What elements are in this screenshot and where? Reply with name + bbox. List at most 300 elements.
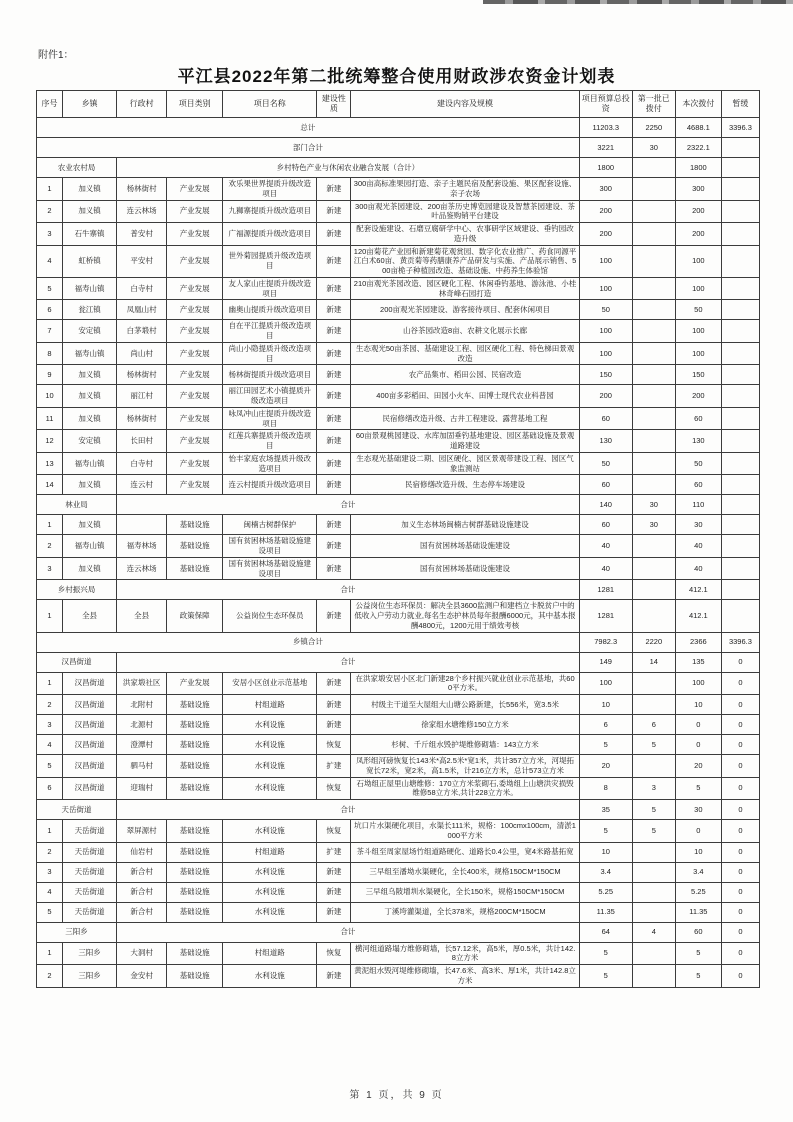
table-row xyxy=(37,715,760,735)
cell-town: 瓮江镇 xyxy=(63,300,117,320)
section-dept: 汉昌街道 xyxy=(37,652,117,672)
cell-village: 连云林场 xyxy=(117,200,167,223)
table-row xyxy=(37,902,760,922)
cell-town: 安定镇 xyxy=(63,320,117,343)
cell-deferred xyxy=(721,430,759,453)
cell-content: 三早组至潘坳水渠硬化，全长400米，规格150CM*150CM xyxy=(351,862,579,882)
cell-deferred: 0 xyxy=(721,902,759,922)
cell-seq: 3 xyxy=(37,862,63,882)
cell-nature: 新建 xyxy=(317,342,351,365)
cell-budget: 60 xyxy=(579,407,632,430)
cell-project: 广福源提质升级改造项目 xyxy=(223,223,317,246)
cell-town: 三阳乡 xyxy=(63,965,117,988)
cell-current: 11.35 xyxy=(675,902,721,922)
cell-budget: 1281 xyxy=(579,600,632,632)
table-row xyxy=(37,245,760,277)
cell-town: 福寿山镇 xyxy=(63,452,117,475)
cell-current: 300 xyxy=(675,178,721,201)
cell-deferred xyxy=(721,223,759,246)
cell-first-batch: 5 xyxy=(632,735,675,755)
cell-town: 三阳乡 xyxy=(63,942,117,965)
cell-project: 水利设施 xyxy=(223,902,317,922)
cell-content: 黄泥组水毁河堤维修砌墙，长47.6米、高3米、厚1米，共计142.8立方米 xyxy=(351,965,579,988)
total-row xyxy=(37,138,760,158)
cell-first-batch xyxy=(632,407,675,430)
cell-deferred: 0 xyxy=(721,695,759,715)
cell-project: 水利设施 xyxy=(223,882,317,902)
cell-village: 白寺村 xyxy=(117,277,167,300)
cell-budget: 3.4 xyxy=(579,862,632,882)
cell-project: 咏凤冲山庄提质升级改造项目 xyxy=(223,407,317,430)
cell-content: 生态观光基础建设二期、园区硬化、园区景观带建设工程、园区气象监测站 xyxy=(351,452,579,475)
cell-first-batch xyxy=(632,755,675,778)
cell-village: 丽江村 xyxy=(117,385,167,408)
cell-deferred xyxy=(721,495,759,515)
cell-current: 40 xyxy=(675,535,721,558)
cell-current: 5 xyxy=(675,777,721,800)
cell-current: 30 xyxy=(675,800,721,820)
cell-town: 福寿山镇 xyxy=(63,342,117,365)
cell-first-batch: 2220 xyxy=(632,632,675,652)
cell-first-batch: 4 xyxy=(632,922,675,942)
cell-budget: 100 xyxy=(579,245,632,277)
cell-current: 4688.1 xyxy=(675,118,721,138)
cell-nature: 新建 xyxy=(317,882,351,902)
header-row xyxy=(37,91,760,118)
cell-first-batch xyxy=(632,475,675,495)
section-label: 合计 xyxy=(117,922,580,942)
table-row xyxy=(37,430,760,453)
cell-budget: 50 xyxy=(579,452,632,475)
cell-current: 60 xyxy=(675,475,721,495)
cell-content: 60亩景观桃园建设、水库加固垂钓基地建设、园区基础设施及景观道路建设 xyxy=(351,430,579,453)
cell-deferred: 0 xyxy=(721,882,759,902)
cell-content: 民宿修缮改造升级、生态停车场建设 xyxy=(351,475,579,495)
cell-budget: 7982.3 xyxy=(579,632,632,652)
cell-current: 1800 xyxy=(675,158,721,178)
cell-category: 基础设施 xyxy=(167,882,223,902)
cell-project: 水利设施 xyxy=(223,777,317,800)
table-row xyxy=(37,320,760,343)
table-row xyxy=(37,862,760,882)
cell-nature: 新建 xyxy=(317,300,351,320)
cell-budget: 3221 xyxy=(579,138,632,158)
cell-town: 加义镇 xyxy=(63,178,117,201)
cell-first-batch: 30 xyxy=(632,495,675,515)
cell-first-batch: 6 xyxy=(632,715,675,735)
cell-first-batch xyxy=(632,942,675,965)
cell-project: 怡丰家庭农场提质升级改造项目 xyxy=(223,452,317,475)
cell-seq: 7 xyxy=(37,320,63,343)
cell-seq: 1 xyxy=(37,600,63,632)
cell-nature: 新建 xyxy=(317,430,351,453)
cell-deferred xyxy=(721,535,759,558)
cell-town: 天岳街道 xyxy=(63,820,117,843)
cell-budget: 100 xyxy=(579,342,632,365)
cell-budget: 140 xyxy=(579,495,632,515)
cell-content: 农产品集市、稻田公园、民宿改造 xyxy=(351,365,579,385)
cell-village: 平安村 xyxy=(117,245,167,277)
cell-deferred: 0 xyxy=(721,942,759,965)
cell-budget: 50 xyxy=(579,300,632,320)
cell-village: 大洞村 xyxy=(117,942,167,965)
cell-deferred xyxy=(721,385,759,408)
cell-seq: 5 xyxy=(37,755,63,778)
cell-budget: 20 xyxy=(579,755,632,778)
column-header-3: 项目类别 xyxy=(167,91,223,118)
cell-category: 产业发展 xyxy=(167,452,223,475)
cell-category: 产业发展 xyxy=(167,320,223,343)
cell-project: 水利设施 xyxy=(223,965,317,988)
section-row xyxy=(37,922,760,942)
cell-budget: 150 xyxy=(579,365,632,385)
cell-category: 产业发展 xyxy=(167,223,223,246)
cell-village: 普安村 xyxy=(117,223,167,246)
cell-first-batch: 2250 xyxy=(632,118,675,138)
cell-village: 连云村 xyxy=(117,475,167,495)
cell-category: 基础设施 xyxy=(167,820,223,843)
cell-project: 世外菊园提质升级改造项目 xyxy=(223,245,317,277)
cell-project: 幽奥山提质升级改造项目 xyxy=(223,300,317,320)
section-dept: 林业局 xyxy=(37,495,117,515)
cell-project: 村组道路 xyxy=(223,942,317,965)
cell-deferred xyxy=(721,407,759,430)
total-label: 部门合计 xyxy=(37,138,580,158)
cell-category: 基础设施 xyxy=(167,842,223,862)
cell-budget: 300 xyxy=(579,178,632,201)
cell-town: 加义镇 xyxy=(63,385,117,408)
cell-current: 50 xyxy=(675,300,721,320)
table-row xyxy=(37,223,760,246)
cell-deferred xyxy=(721,365,759,385)
cell-current: 0 xyxy=(675,820,721,843)
cell-current: 200 xyxy=(675,223,721,246)
cell-nature: 新建 xyxy=(317,672,351,695)
cell-category: 基础设施 xyxy=(167,777,223,800)
cell-town: 加义镇 xyxy=(63,200,117,223)
cell-current: 0 xyxy=(675,735,721,755)
cell-budget: 11203.3 xyxy=(579,118,632,138)
cell-seq: 1 xyxy=(37,515,63,535)
cell-current: 200 xyxy=(675,385,721,408)
cell-current: 110 xyxy=(675,495,721,515)
cell-current: 130 xyxy=(675,430,721,453)
cell-current: 135 xyxy=(675,652,721,672)
cell-village: 杨林街村 xyxy=(117,365,167,385)
cell-seq: 13 xyxy=(37,452,63,475)
cell-budget: 1281 xyxy=(579,580,632,600)
cell-current: 20 xyxy=(675,755,721,778)
cell-budget: 11.35 xyxy=(579,902,632,922)
cell-village: 尚山村 xyxy=(117,342,167,365)
cell-nature: 新建 xyxy=(317,600,351,632)
cell-deferred xyxy=(721,158,759,178)
cell-nature: 新建 xyxy=(317,902,351,922)
cell-current: 40 xyxy=(675,557,721,580)
cell-content: 丁溪垮灌渠道，全长378米，规格200CM*150CM xyxy=(351,902,579,922)
cell-first-batch xyxy=(632,158,675,178)
cell-content: 国有贫困林场基础设施建设 xyxy=(351,557,579,580)
table-row xyxy=(37,820,760,843)
cell-budget: 35 xyxy=(579,800,632,820)
cell-content: 在洪家塅安居小区北门新建28个乡村振兴就业创业示范基地，共600平方米。 xyxy=(351,672,579,695)
cell-budget: 200 xyxy=(579,223,632,246)
cell-current: 100 xyxy=(675,342,721,365)
cell-project: 闽楠古树群保护 xyxy=(223,515,317,535)
cell-seq: 1 xyxy=(37,178,63,201)
cell-village: 北附村 xyxy=(117,695,167,715)
cell-content: 徐家组水塘维修150立方米 xyxy=(351,715,579,735)
attachment-label: 附件1： xyxy=(38,50,74,61)
cell-town: 天岳街道 xyxy=(63,902,117,922)
cell-town: 天岳街道 xyxy=(63,882,117,902)
cell-project: 九狮寨提质升级改造项目 xyxy=(223,200,317,223)
cell-village: 福寿林场 xyxy=(117,535,167,558)
cell-nature: 新建 xyxy=(317,965,351,988)
cell-village: 翠屏源村 xyxy=(117,820,167,843)
section-dept: 乡村振兴局 xyxy=(37,580,117,600)
cell-seq: 2 xyxy=(37,200,63,223)
cell-deferred: 0 xyxy=(721,777,759,800)
cell-budget: 5.25 xyxy=(579,882,632,902)
cell-current: 60 xyxy=(675,922,721,942)
cell-category: 产业发展 xyxy=(167,200,223,223)
cell-current: 30 xyxy=(675,515,721,535)
cell-current: 50 xyxy=(675,452,721,475)
cell-seq: 4 xyxy=(37,882,63,902)
cell-project: 丽江田园艺术小镇提质升级改造项目 xyxy=(223,385,317,408)
cell-first-batch xyxy=(632,245,675,277)
cell-budget: 100 xyxy=(579,672,632,695)
cell-budget: 10 xyxy=(579,695,632,715)
cell-budget: 60 xyxy=(579,515,632,535)
cell-nature: 新建 xyxy=(317,385,351,408)
table-row xyxy=(37,475,760,495)
cell-current: 100 xyxy=(675,245,721,277)
cell-budget: 64 xyxy=(579,922,632,942)
cell-first-batch xyxy=(632,842,675,862)
cell-deferred xyxy=(721,300,759,320)
cell-first-batch xyxy=(632,580,675,600)
cell-town: 福寿山镇 xyxy=(63,277,117,300)
page-title: 平江县2022年第二批统筹整合使用财政涉农资金计划表 xyxy=(177,67,616,86)
cell-first-batch xyxy=(632,557,675,580)
column-header-4: 项目名称 xyxy=(223,91,317,118)
table-row xyxy=(37,452,760,475)
cell-project: 水利设施 xyxy=(223,755,317,778)
cell-nature: 新建 xyxy=(317,695,351,715)
cell-content: 杉树、千斤组水毁护堤维修砌墙：143立方米 xyxy=(351,735,579,755)
cell-category: 政策保障 xyxy=(167,600,223,632)
cell-first-batch xyxy=(632,672,675,695)
plan-table xyxy=(36,90,760,988)
cell-project: 杨林街提质升级改造项目 xyxy=(223,365,317,385)
cell-village: 长田村 xyxy=(117,430,167,453)
cell-deferred xyxy=(721,178,759,201)
cell-project: 国有贫困林场基础设施建设项目 xyxy=(223,535,317,558)
cell-category: 基础设施 xyxy=(167,715,223,735)
cell-town: 加义镇 xyxy=(63,515,117,535)
cell-current: 2366 xyxy=(675,632,721,652)
table-row xyxy=(37,965,760,988)
cell-first-batch xyxy=(632,965,675,988)
table-row xyxy=(37,755,760,778)
cell-seq: 8 xyxy=(37,342,63,365)
cell-category: 产业发展 xyxy=(167,475,223,495)
cell-nature: 新建 xyxy=(317,320,351,343)
cell-nature: 新建 xyxy=(317,223,351,246)
cell-project: 红莲兵寨提质升级改造项目 xyxy=(223,430,317,453)
cell-category: 产业发展 xyxy=(167,365,223,385)
table-row xyxy=(37,600,760,632)
cell-seq: 11 xyxy=(37,407,63,430)
plan-table-container xyxy=(36,90,760,988)
cell-content: 国有贫困林场基础设施建设 xyxy=(351,535,579,558)
cell-content: 三早组乌陂增圳水渠硬化，全长150米，规格150CM*150CM xyxy=(351,882,579,902)
section-dept: 天岳街道 xyxy=(37,800,117,820)
cell-seq: 14 xyxy=(37,475,63,495)
cell-nature: 新建 xyxy=(317,365,351,385)
section-row xyxy=(37,495,760,515)
cell-current: 100 xyxy=(675,672,721,695)
column-header-2: 行政村 xyxy=(117,91,167,118)
cell-budget: 5 xyxy=(579,735,632,755)
cell-deferred xyxy=(721,320,759,343)
cell-category: 产业发展 xyxy=(167,342,223,365)
cell-village: 北源村 xyxy=(117,715,167,735)
cell-category: 产业发展 xyxy=(167,245,223,277)
cell-category: 基础设施 xyxy=(167,535,223,558)
cell-category: 产业发展 xyxy=(167,385,223,408)
cell-first-batch xyxy=(632,385,675,408)
cell-town: 汉昌街道 xyxy=(63,755,117,778)
cell-first-batch: 5 xyxy=(632,820,675,843)
cell-current: 412.1 xyxy=(675,600,721,632)
cell-category: 基础设施 xyxy=(167,515,223,535)
cell-town: 加义镇 xyxy=(63,557,117,580)
cell-first-batch xyxy=(632,600,675,632)
cell-current: 200 xyxy=(675,200,721,223)
table-header xyxy=(37,91,760,118)
cell-first-batch: 30 xyxy=(632,515,675,535)
cell-deferred: 0 xyxy=(721,672,759,695)
table-row xyxy=(37,178,760,201)
cell-content: 400亩多彩稻田、田园小火车、田博士现代农业科普园 xyxy=(351,385,579,408)
cell-content: 210亩观光茶园改造、园区硬化工程、休闲垂钓基地、游泳池、小桂林奇峰石园打造 xyxy=(351,277,579,300)
cell-budget: 8 xyxy=(579,777,632,800)
cell-budget: 100 xyxy=(579,277,632,300)
total-row xyxy=(37,632,760,652)
cell-first-batch: 5 xyxy=(632,800,675,820)
cell-nature: 新建 xyxy=(317,475,351,495)
cell-budget: 6 xyxy=(579,715,632,735)
cell-category: 基础设施 xyxy=(167,902,223,922)
cell-village: 白寺村 xyxy=(117,452,167,475)
cell-town: 全县 xyxy=(63,600,117,632)
section-dept: 三阳乡 xyxy=(37,922,117,942)
table-row xyxy=(37,842,760,862)
cell-project: 国有贫困林场基础设施建设项目 xyxy=(223,557,317,580)
cell-category: 基础设施 xyxy=(167,942,223,965)
cell-budget: 60 xyxy=(579,475,632,495)
cell-nature: 新建 xyxy=(317,277,351,300)
cell-deferred: 3396.3 xyxy=(721,632,759,652)
cell-nature: 新建 xyxy=(317,715,351,735)
cell-project: 连云村提质升级改造项目 xyxy=(223,475,317,495)
cell-first-batch xyxy=(632,178,675,201)
cell-village: 洪家塅社区 xyxy=(117,672,167,695)
scan-artifact xyxy=(483,0,793,4)
table-row xyxy=(37,515,760,535)
cell-village: 连云林场 xyxy=(117,557,167,580)
cell-nature: 新建 xyxy=(317,515,351,535)
cell-first-batch xyxy=(632,902,675,922)
cell-budget: 100 xyxy=(579,320,632,343)
cell-town: 加义镇 xyxy=(63,365,117,385)
section-label: 合计 xyxy=(117,652,580,672)
cell-seq: 1 xyxy=(37,820,63,843)
table-row xyxy=(37,277,760,300)
cell-budget: 130 xyxy=(579,430,632,453)
cell-town: 天岳街道 xyxy=(63,842,117,862)
cell-deferred: 0 xyxy=(721,755,759,778)
cell-budget: 5 xyxy=(579,820,632,843)
cell-first-batch xyxy=(632,452,675,475)
cell-project: 村组道路 xyxy=(223,695,317,715)
total-label: 乡镇合计 xyxy=(37,632,580,652)
cell-seq: 3 xyxy=(37,557,63,580)
cell-category: 基础设施 xyxy=(167,965,223,988)
cell-town: 汉昌街道 xyxy=(63,715,117,735)
cell-village: 凤凰山村 xyxy=(117,300,167,320)
cell-first-batch: 30 xyxy=(632,138,675,158)
cell-nature: 扩建 xyxy=(317,842,351,862)
cell-deferred xyxy=(721,277,759,300)
cell-current: 5 xyxy=(675,965,721,988)
cell-budget: 40 xyxy=(579,535,632,558)
cell-first-batch xyxy=(632,320,675,343)
cell-content: 生态观光50亩茶园、基础建设工程、园区硬化工程、特色梯田景观改造 xyxy=(351,342,579,365)
cell-first-batch xyxy=(632,223,675,246)
section-label: 合计 xyxy=(117,580,580,600)
cell-nature: 恢复 xyxy=(317,777,351,800)
cell-seq: 2 xyxy=(37,965,63,988)
cell-budget: 10 xyxy=(579,842,632,862)
cell-project: 安居小区创业示范基地 xyxy=(223,672,317,695)
cell-nature: 扩建 xyxy=(317,755,351,778)
cell-deferred xyxy=(721,600,759,632)
section-label: 合计 xyxy=(117,800,580,820)
cell-village: 澄潭村 xyxy=(117,735,167,755)
cell-deferred xyxy=(721,138,759,158)
cell-deferred xyxy=(721,580,759,600)
cell-village: 仙岩村 xyxy=(117,842,167,862)
cell-first-batch xyxy=(632,342,675,365)
cell-category: 基础设施 xyxy=(167,695,223,715)
cell-village xyxy=(117,515,167,535)
column-header-10: 暂缓 xyxy=(721,91,759,118)
cell-project: 水利设施 xyxy=(223,715,317,735)
cell-town: 天岳街道 xyxy=(63,862,117,882)
column-header-6: 建设内容及规模 xyxy=(351,91,579,118)
cell-seq: 4 xyxy=(37,245,63,277)
cell-content: 120亩菊花产业园和新建菊花观赏园、数字化农业推广、药食同源平江白术60亩、黄贡菊等药膳康养产品研发与实施、产品展示销售、500亩桅子种植园改造、基础设施、中药养生体验馆 xyxy=(351,245,579,277)
cell-first-batch xyxy=(632,300,675,320)
cell-first-batch xyxy=(632,862,675,882)
cell-deferred: 0 xyxy=(721,735,759,755)
cell-first-batch: 3 xyxy=(632,777,675,800)
cell-deferred: 0 xyxy=(721,820,759,843)
